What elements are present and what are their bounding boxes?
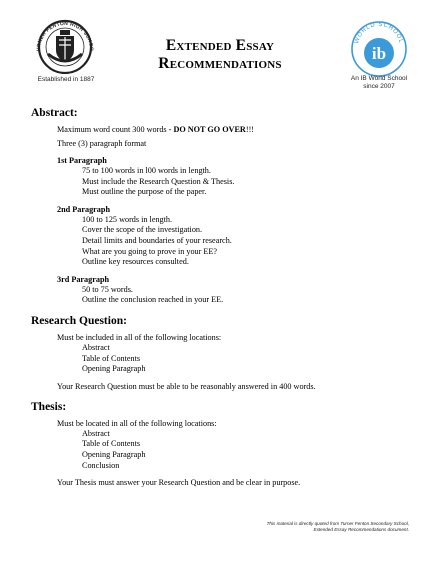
research-question-note: Your Research Question must be able to be reasonably answered in 400 words. (57, 381, 316, 391)
ib-caption-line-2: since 2007 (363, 83, 395, 90)
research-question-location: Opening Paragraph (82, 364, 146, 374)
title-line-1: Extended Essay (165, 37, 275, 54)
ib-caption (340, 75, 418, 91)
page-title (110, 37, 330, 73)
school-crest-logo (26, 16, 104, 74)
crest-text: URNER FENTON HIGH SCHOO (35, 20, 95, 52)
paragraph-3-line: 50 to 75 words. (82, 284, 133, 294)
paragraph-2-line: What are you going to prove in your EE? (82, 246, 218, 256)
word-count-emphasis: DO NOT GO OVER (173, 125, 246, 134)
thesis-location: Table of Contents (82, 439, 141, 449)
word-count-prefix: Maximum word count 300 words - (57, 125, 174, 134)
document-body (0, 106, 440, 488)
paragraph-3-heading: 3rd Paragraph (57, 274, 110, 284)
ib-caption-line-1: An IB World School (350, 75, 408, 82)
thesis-note: Your Thesis must answer your Research Question and be clear in purpose. (57, 478, 301, 488)
thesis-heading: Thesis: (31, 400, 67, 413)
paragraph-2-line: Detail limits and boundaries of your research. (82, 235, 232, 245)
ib-mark: ib (371, 44, 387, 63)
word-count-line (57, 124, 440, 135)
paragraph-2-line: 100 to 125 words in length. (82, 214, 173, 224)
established-text: Established in 1887 (37, 76, 95, 83)
ib-world-school-logo (346, 17, 412, 79)
title-line-2: Recommendations (158, 55, 282, 72)
paragraph-1-line: 75 to 100 words in l00 words in length. (82, 166, 211, 175)
ib-arc-text: WORLD SCHOOL (354, 21, 404, 45)
thesis-location: Abstract (82, 428, 110, 438)
paragraph-2-heading: 2nd Paragraph (57, 204, 110, 214)
thesis-location: Conclusion (82, 460, 120, 470)
paragraph-2-line: Outline key resources consulted. (82, 257, 189, 267)
format-line: Three (3) paragraph format (57, 139, 147, 148)
word-count-suffix: !!! (245, 125, 255, 134)
abstract-heading: Abstract: (31, 107, 78, 119)
source-footnote (169, 521, 409, 533)
thesis-location: Opening Paragraph (82, 449, 146, 459)
research-question-intro: Must be included in all of the following locations: (57, 332, 222, 342)
paragraph-1-line: Must outline the purpose of the paper. (82, 187, 207, 197)
research-question-location: Table of Contents (82, 353, 141, 363)
research-question-heading: Research Question: (31, 314, 127, 327)
paragraph-2-line: Cover the scope of the investigation. (82, 225, 203, 235)
research-question-location: Abstract (82, 342, 110, 352)
paragraph-1-heading: 1st Paragraph (57, 156, 107, 165)
footnote-line-1: This material is directly quoted from Turner Fenton Secondary School, (266, 521, 409, 526)
thesis-intro: Must be located in all of the following locations: (57, 418, 217, 428)
footnote-line-2: Extended Essay Recommendations document. (313, 527, 409, 532)
paragraph-1-line: Must include the Research Question & Thesis. (82, 176, 235, 186)
paragraph-3-line: Outline the conclusion reached in your EE. (82, 295, 224, 305)
